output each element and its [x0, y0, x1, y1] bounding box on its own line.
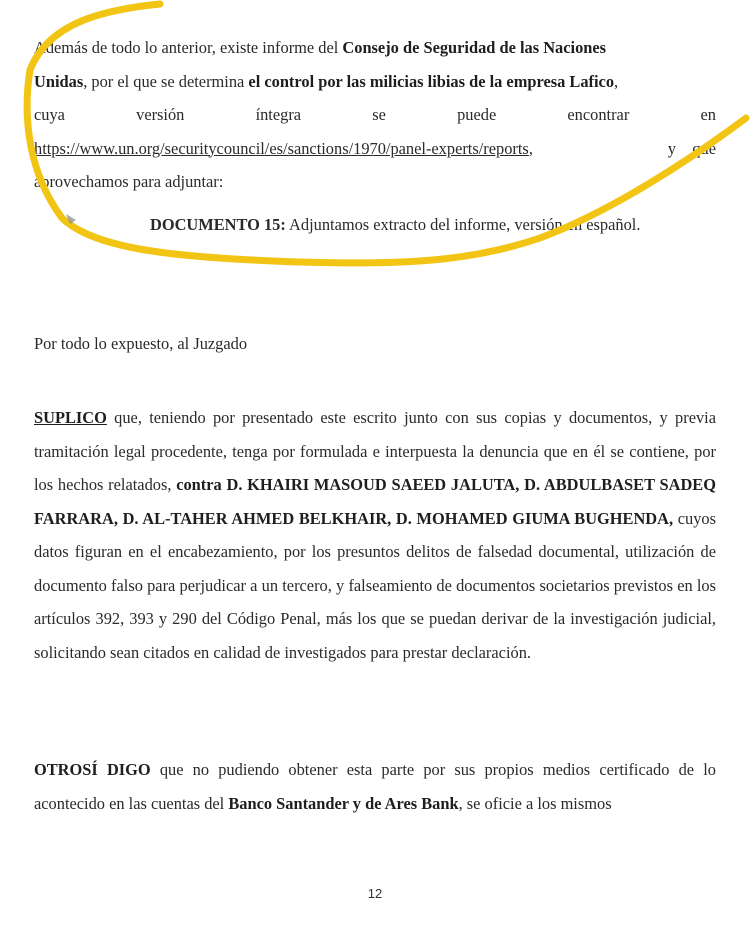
- p1-word: se: [372, 105, 386, 124]
- p1-word-y: y: [667, 138, 676, 158]
- otrosi-text-1: que no pudiendo obtener esta parte por sus propios medios certificado de lo acontecido en las cuentas del: [34, 760, 716, 813]
- otrosi-banks: Banco Santander y de Ares Bank: [228, 793, 459, 813]
- suplico-text-1: que, teniendo por presentado este escrito junto con sus copias y documentos, y previa tramitación legal procedente, tenga por formulada e interpuesta la denuncia que en él se contiene, por los hechos relatados,: [34, 408, 716, 494]
- p1-word: en: [700, 105, 716, 124]
- suplico-heading: SUPLICO: [34, 408, 107, 427]
- p1-line1-bold: Consejo de Seguridad de las Naciones: [342, 38, 607, 57]
- documento-15-text: Adjuntamos extracto del informe, versión en español.: [285, 215, 641, 234]
- p1-word: versión: [136, 105, 185, 124]
- p1-line2: [34, 65, 716, 99]
- p1-word: íntegra: [255, 105, 302, 124]
- p1-line2-text: , por el que se determina: [83, 71, 249, 91]
- cursor-mark-icon: [66, 214, 76, 224]
- p1-line1-text: Además de todo lo anterior, existe informe del: [34, 38, 343, 57]
- page-number: 12: [367, 886, 383, 901]
- paragraph-por-todo: Por todo lo expuesto, al Juzgado: [34, 334, 248, 353]
- paragraph-un-report: [34, 31, 716, 199]
- p1-line3: [34, 98, 716, 132]
- otrosi-text-2: , se oficie a los mismos: [458, 793, 612, 813]
- p1-word: encontrar: [567, 105, 630, 124]
- un-reports-link[interactable]: https://www.un.org/securitycouncil/es/sanctions/1970/panel-experts/reports: [34, 138, 529, 158]
- p1-word: cuya: [34, 105, 65, 124]
- p1-line2-bold2: el control por las milicias libias de la empresa Lafico: [248, 71, 615, 91]
- suplico-text-2: cuyos datos figuran en el encabezamiento, por los presuntos delitos de falsedad documental, utilización de documento falso para perjudicar a un tercero, y falseamiento de documentos societarios previstos en los artículos 392, 393 y 290 del Código Penal, más los que se puedan derivar de la investigación judicial, solicitando sean citados en calidad de investigados para prestar declaración.: [34, 508, 716, 662]
- paragraph-suplico: [34, 401, 716, 669]
- documento-15-label: DOCUMENTO 15:: [150, 215, 286, 234]
- p1-line2-end: ,: [614, 71, 619, 91]
- p1-word-que: que: [692, 138, 716, 158]
- p1-word: puede: [457, 105, 497, 124]
- suplico-defendants: contra D. KHAIRI MASOUD SAEED JALUTA, D. ABDULBASET SADEQ FARRARA, D. AL-TAHER AHMED BELKHAIR, D. MOHAMED GIUMA BUGHENDA,: [34, 475, 716, 528]
- p1-line4: [34, 132, 716, 166]
- documento-15-line: [150, 208, 640, 241]
- otrosi-heading: OTROSÍ DIGO: [34, 760, 151, 779]
- paragraph-otrosi: [34, 753, 716, 820]
- p1-line2-bold1: Unidas: [34, 71, 84, 91]
- p1-line5: aprovechamos para adjuntar:: [34, 172, 224, 191]
- p1-line1: [34, 31, 716, 65]
- p1-comma: ,: [528, 138, 533, 158]
